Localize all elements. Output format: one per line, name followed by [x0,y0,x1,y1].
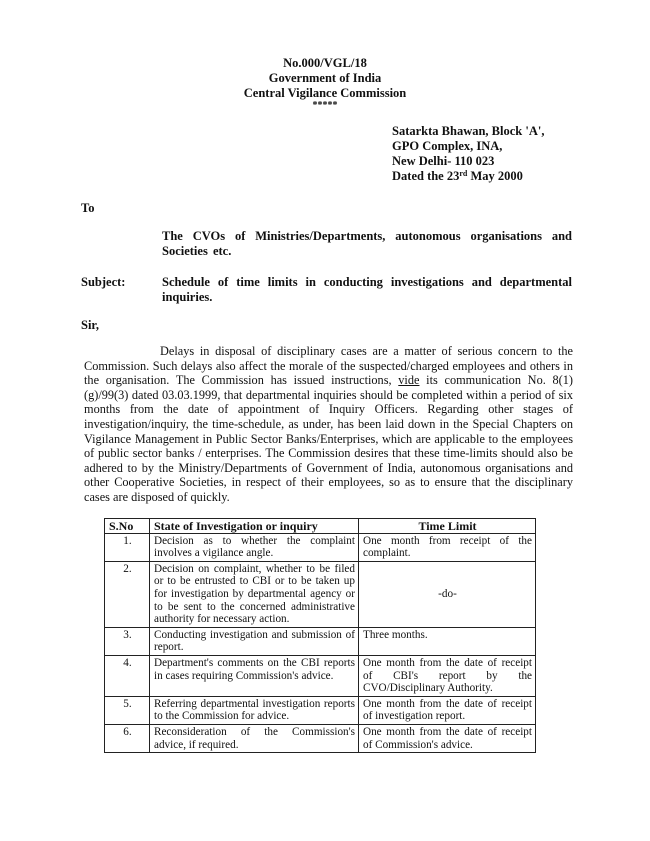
row-state: Reconsideration of the Commission's advice, if required. [150,724,359,752]
row-state: Decision as to whether the complaint involves a vigilance angle. [150,533,359,561]
row-state: Department's comments on the CBI reports in cases requiring Commission's advice. [150,655,359,696]
header-state: State of Investigation or inquiry [150,519,359,534]
table-row [105,696,536,724]
row-sno: 4. [105,655,150,696]
reference-number: No.000/VGL/18 [283,56,367,70]
subject-text: Schedule of time limits in conducting investigations and departmental inquiries. [162,275,572,304]
salutation: Sir, [81,318,99,332]
header-time-limit: Time Limit [359,519,536,534]
address-line-1: Satarkta Bhawan, Block 'A', [392,124,545,138]
table-row [105,627,536,655]
date-prefix: Dated the 23 [392,169,460,183]
row-state: Decision on complaint, whether to be filed or to be entrusted to CBI or to be taken up for investigation by departmental agency or to be sent to the concerned administrative authority for necessary action. [150,561,359,627]
row-time-limit: Three months. [359,627,536,655]
header-sno: S.No [105,519,150,534]
row-time-limit: One month from the date of receipt of Commission's advice. [359,724,536,752]
time-limit-table [104,518,536,753]
letter-header [0,56,650,110]
table-header-row [105,519,536,534]
subject-label: Subject: [81,275,126,289]
row-sno: 5. [105,696,150,724]
letter-date [392,169,544,184]
table-row [105,724,536,752]
row-sno: 3. [105,627,150,655]
body-text-1: Delays in disposal of disciplinary cases are a matter of serious concern to the Commission. Such delays also affect the morale of the suspected/charged employees and others in the organisation. The Commission has issued instructions, [84,344,573,388]
date-ordinal: rd [459,169,468,178]
table-row [105,655,536,696]
address-line-2: GPO Complex, INA, [392,139,503,153]
row-sno: 2. [105,561,150,627]
address-line-3: New Delhi- 110 023 [392,154,495,168]
recipient: The CVOs of Ministries/Departments, autonomous organisations and Societies etc. [162,229,572,258]
row-time-limit: One month from the date of receipt of investigation report. [359,696,536,724]
body-text-2: its communication No. 8(1)(g)/99(3) dated 03.03.1999, that departmental inquiries should be completed within a period of six months from the date of appointment of Inquiry Officers. Regarding other stages of investigation/inquiry, the time-schedule, as under, has been laid down in the Special Chapters on Vigilance Management in Public Sector Banks/Enterprises, which are applicable to the employees of public sector banks / enterprises. The Commission desires that these time-limits should also be adhered to by the Ministry/Departments of Government of India, autonomous organisations and other Cooperative Societies, in respect of their employees, so as to ensure that the disciplinary cases are disposed of quickly. [84,373,573,504]
stars-divider: ***** [312,100,338,111]
table-row [105,533,536,561]
row-state: Conducting investigation and submission of report. [150,627,359,655]
commission-name: Central Vigilance Commission [243,86,407,100]
body-paragraph [84,344,573,505]
vide-underlined: vide [398,373,420,388]
government-name: Government of India [268,71,382,85]
table-row [105,561,536,627]
date-suffix: May 2000 [467,169,523,183]
row-sno: 1. [105,533,150,561]
row-time-limit: One month from receipt of the complaint. [359,533,536,561]
row-time-limit: -do- [359,561,536,627]
row-sno: 6. [105,724,150,752]
row-state: Referring departmental investigation reports to the Commission for advice. [150,696,359,724]
sender-address [392,124,544,184]
to-label: To [81,201,95,215]
row-time-limit: One month from the date of receipt of CBI's report by the CVO/Disciplinary Authority. [359,655,536,696]
